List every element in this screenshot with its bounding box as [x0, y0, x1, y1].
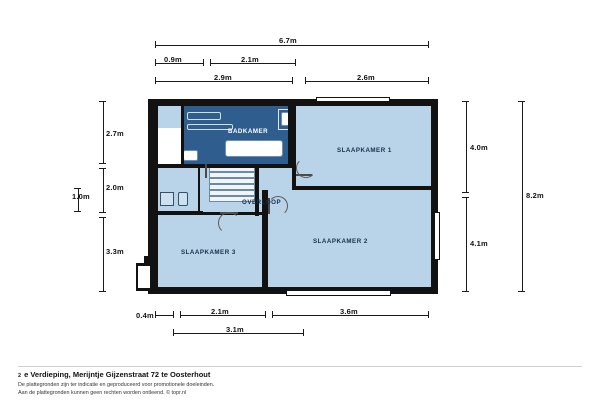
dim-tick	[173, 311, 174, 318]
dim-tick	[99, 163, 106, 164]
dim-tick	[265, 311, 266, 318]
dim-label-bottom-0_4: 0.4m	[136, 311, 154, 320]
footer-disclaimer-row	[18, 390, 582, 398]
footer-copyright: topr.nl	[171, 389, 187, 396]
shaft-area-upper	[158, 106, 183, 128]
bathtub-fixture	[225, 140, 283, 157]
washer-fixture	[160, 192, 174, 206]
dim-label-top-2_6: 2.6m	[357, 73, 375, 82]
dim-tick	[173, 329, 174, 336]
dim-tick	[155, 41, 156, 48]
door-arc-slaapkamer3	[218, 212, 240, 234]
dim-tick	[303, 329, 304, 336]
dim-tick	[155, 311, 156, 318]
dim-line-bottom-0_4	[155, 315, 173, 316]
door-badkamer	[205, 164, 207, 178]
dim-tick	[462, 197, 469, 198]
wall-stair-right	[255, 168, 259, 216]
dim-label-top-2_1: 2.1m	[241, 55, 259, 64]
dim-tick	[99, 101, 106, 102]
dim-tick	[99, 168, 106, 169]
wall-slaapkamer1-left	[292, 106, 296, 190]
footer-disclaimer-2: Aan de plattegronden kunnen geen rechten worden ontleend.	[18, 389, 165, 396]
dim-label-left-1_0: 1.0m	[72, 192, 90, 201]
footer	[18, 370, 582, 398]
dim-tick	[428, 41, 429, 48]
dim-tick	[292, 77, 293, 84]
dim-tick	[462, 192, 469, 193]
window-top	[316, 97, 390, 102]
window-right	[434, 212, 440, 260]
dim-tick	[203, 59, 204, 66]
dim-tick	[180, 311, 181, 318]
dim-line-left-2_7	[103, 101, 104, 163]
dim-tick	[518, 101, 525, 102]
label-badkamer: BADKAMER	[228, 128, 269, 135]
door-arc-slaapkamer1	[296, 158, 316, 178]
label-overloop: OVERLOOP	[242, 199, 282, 206]
dim-label-right-8_2: 8.2m	[526, 191, 544, 200]
footer-disclaimer-1: De plattegronden zijn ter indicatie en geproduceerd voor promotionele doeleinden.	[18, 382, 215, 388]
wall-landing-bottom	[158, 211, 203, 215]
dim-tick	[295, 59, 296, 66]
dim-tick	[155, 77, 156, 84]
footer-superscript: 2	[18, 373, 22, 379]
footer-title-row	[18, 370, 582, 379]
sink-fixture	[183, 150, 198, 161]
room-slaapkamer-1	[296, 106, 431, 186]
boiler-fixture	[178, 192, 188, 206]
dim-line-right-8_2	[522, 101, 523, 291]
dim-tick	[462, 101, 469, 102]
dim-line-left-3_3	[103, 217, 104, 291]
dim-tick	[74, 188, 81, 189]
dim-line-left-2_0	[103, 168, 104, 212]
label-slaapkamer-3: SLAAPKAMER 3	[181, 249, 236, 256]
dim-tick	[210, 59, 211, 66]
dim-label-bottom-2_1: 2.1m	[211, 307, 229, 316]
dim-tick	[518, 291, 525, 292]
dim-tick	[99, 212, 106, 213]
dim-line-right-4_1	[466, 197, 467, 291]
window-bottom-right	[286, 290, 391, 296]
label-slaapkamer-2: SLAAPKAMER 2	[313, 238, 368, 245]
dim-label-right-4_0: 4.0m	[470, 143, 488, 152]
dim-tick	[272, 311, 273, 318]
dim-line-right-4_0	[466, 101, 467, 192]
dim-label-top-2_9: 2.9m	[214, 73, 232, 82]
shower-rail-fixture	[187, 112, 221, 120]
wall-bath-bottom	[158, 164, 292, 168]
dim-label-left-2_7: 2.7m	[106, 129, 124, 138]
dim-line-top-6_7	[155, 45, 428, 46]
dim-tick	[305, 77, 306, 84]
footer-divider	[18, 366, 582, 367]
dim-label-top-0_9: 0.9m	[164, 55, 182, 64]
dim-tick	[462, 291, 469, 292]
copyright-icon: ©	[166, 389, 171, 396]
label-slaapkamer-1: SLAAPKAMER 1	[337, 147, 392, 154]
left-protrusion-inner	[138, 266, 150, 288]
dim-label-left-2_0: 2.0m	[106, 183, 124, 192]
wall-mid-horizontal	[292, 186, 431, 190]
dim-tick	[74, 211, 81, 212]
dim-tick	[99, 217, 106, 218]
dim-label-left-3_3: 3.3m	[106, 247, 124, 256]
dim-tick	[99, 291, 106, 292]
dim-label-right-4_1: 4.1m	[470, 239, 488, 248]
dim-label-bottom-3_1: 3.1m	[226, 325, 244, 334]
dim-tick	[428, 77, 429, 84]
footer-title: e Verdieping, Merijntje Gijzenstraat 72 te Oosterhout	[24, 370, 211, 379]
counter-fixture	[187, 124, 233, 130]
left-protrusion-corner	[144, 256, 152, 264]
dim-tick	[428, 311, 429, 318]
dim-label-bottom-3_6: 3.6m	[340, 307, 358, 316]
dim-tick	[155, 59, 156, 66]
dim-label-top-6_7: 6.7m	[279, 36, 297, 45]
wall-shaft-right	[181, 106, 184, 164]
